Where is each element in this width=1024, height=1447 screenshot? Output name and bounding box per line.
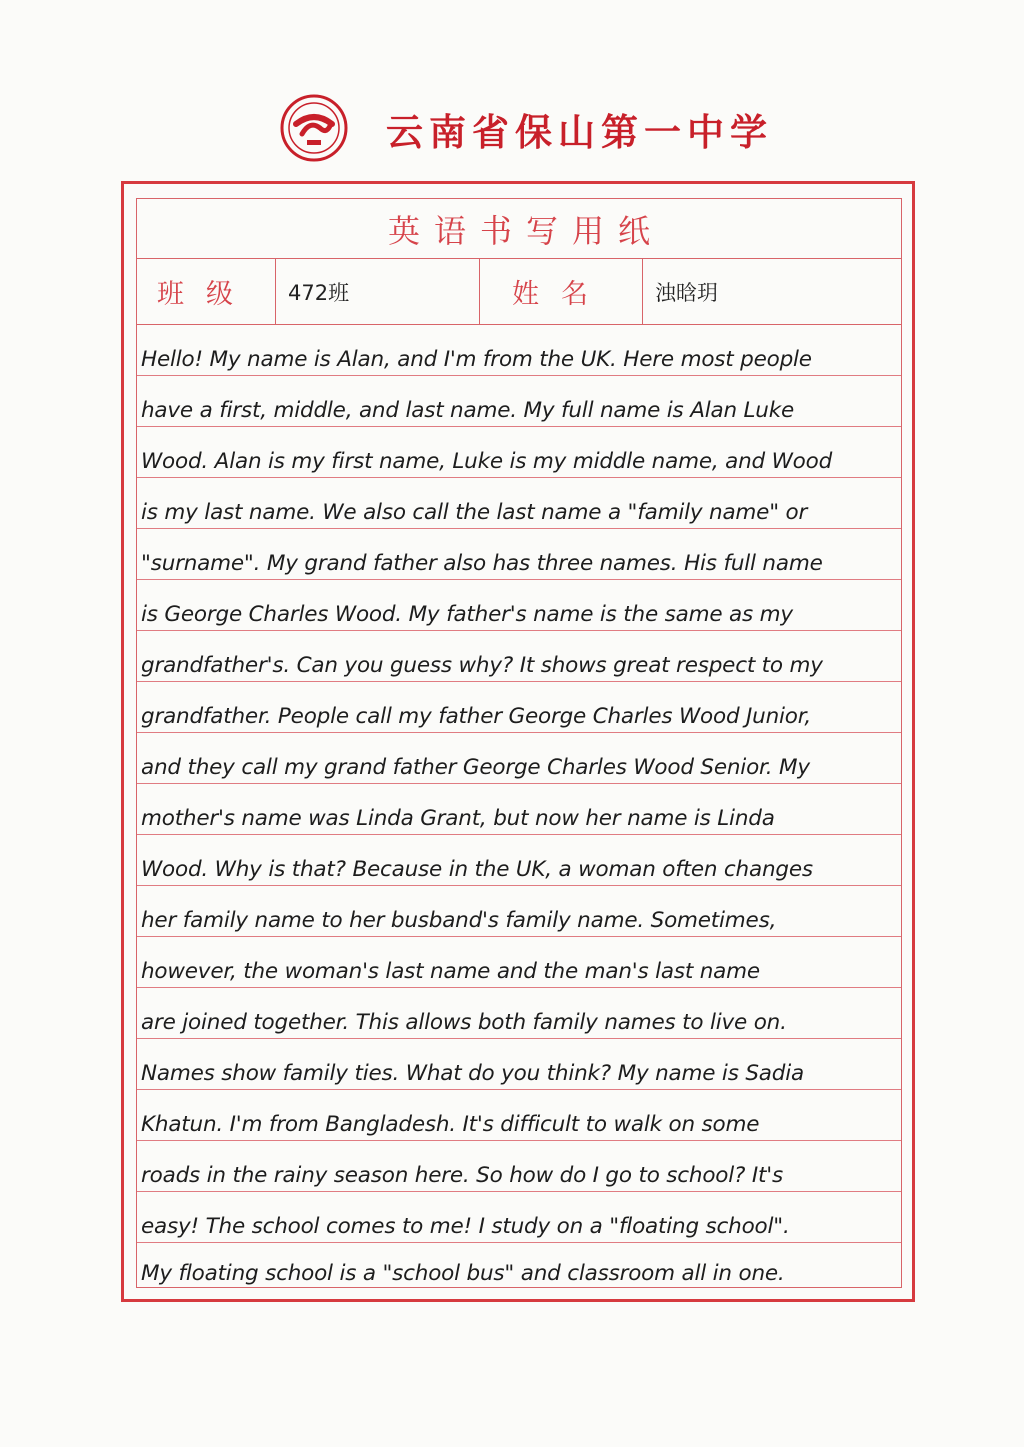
text-line — [137, 886, 901, 937]
line-text: Wood. Why is that? Because in the UK, a woman often changes — [141, 857, 813, 882]
info-row — [137, 259, 901, 325]
text-line — [137, 1039, 901, 1090]
text-line — [137, 682, 901, 733]
text-line — [137, 376, 901, 427]
line-text: Names show family ties. What do you think? My name is Sadia — [141, 1061, 804, 1086]
line-text: My floating school is a "school bus" and classroom all in one. — [141, 1261, 785, 1286]
text-line — [137, 427, 901, 478]
school-name: 云南省保山第一中学 — [386, 110, 773, 154]
class-value-cell — [276, 259, 480, 324]
name-value-cell — [643, 259, 903, 324]
class-label-cell — [137, 259, 276, 324]
line-text: her family name to her busband's family name. Sometimes, — [141, 908, 777, 933]
line-text: Wood. Alan is my first name, Luke is my middle name, and Wood — [141, 449, 833, 474]
line-text: roads in the rainy season here. So how do I go to school? It's — [141, 1163, 783, 1188]
page-header — [0, 88, 1024, 168]
text-line — [137, 1243, 901, 1289]
line-text: Khatun. I'm from Bangladesh. It's difficult to walk on some — [141, 1112, 760, 1137]
line-text: is George Charles Wood. My father's name is the same as my — [141, 602, 793, 627]
text-line — [137, 325, 901, 376]
title-row — [137, 199, 901, 259]
line-text: easy! The school comes to me! I study on a "floating school". — [141, 1214, 790, 1239]
text-line — [137, 784, 901, 835]
line-text: Hello! My name is Alan, and I'm from the UK. Here most people — [141, 347, 812, 372]
text-line — [137, 580, 901, 631]
text-line — [137, 529, 901, 580]
text-line — [137, 835, 901, 886]
class-label: 班级 — [157, 279, 255, 310]
line-text: however, the woman's last name and the man's last name — [141, 959, 760, 984]
name-value: 浊晗玥 — [655, 280, 718, 305]
line-text: mother's name was Linda Grant, but now her name is Linda — [141, 806, 775, 831]
line-text: and they call my grand father George Charles Wood Senior. My — [141, 755, 810, 780]
text-line — [137, 1141, 901, 1192]
text-line — [137, 631, 901, 682]
text-line — [137, 478, 901, 529]
sheet-inner-frame — [136, 198, 902, 1288]
text-line — [137, 1090, 901, 1141]
line-text: is my last name. We also call the last name a "family name" or — [141, 500, 808, 525]
writing-area — [137, 325, 901, 1289]
name-label: 姓名 — [512, 279, 610, 310]
line-text: have a first, middle, and last name. My full name is Alan Luke — [141, 398, 794, 423]
line-text: grandfather's. Can you guess why? It shows great respect to my — [141, 653, 823, 678]
name-label-cell — [480, 259, 643, 324]
class-value: 472班 — [288, 280, 350, 305]
writing-sheet — [121, 181, 915, 1302]
text-line — [137, 988, 901, 1039]
line-text: grandfather. People call my father George Charles Wood Junior, — [141, 704, 812, 729]
paper-title: 英语书写用纸 — [387, 211, 664, 250]
text-line — [137, 733, 901, 784]
text-line — [137, 937, 901, 988]
school-logo — [280, 94, 348, 162]
line-text: are joined together. This allows both family names to live on. — [141, 1010, 787, 1035]
line-text: "surname". My grand father also has three names. His full name — [141, 551, 823, 576]
text-line — [137, 1192, 901, 1243]
